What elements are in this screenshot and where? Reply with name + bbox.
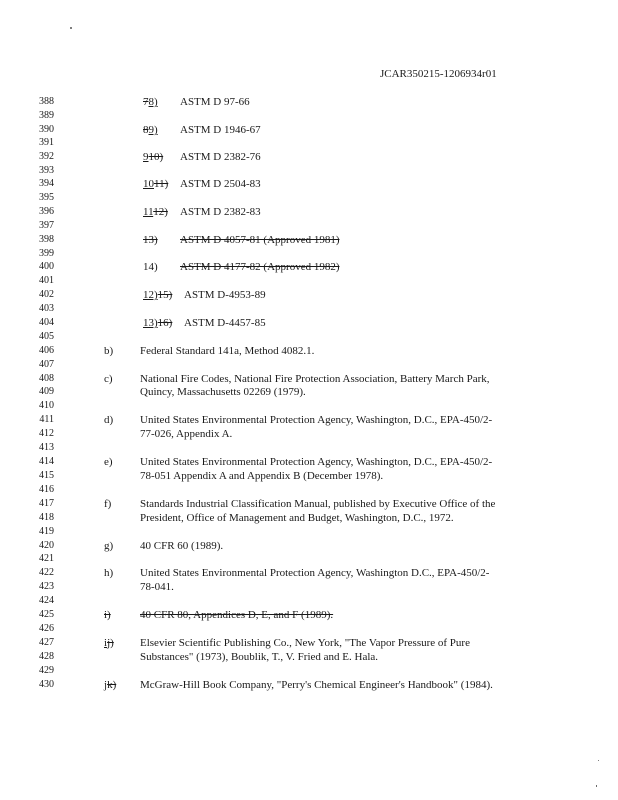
item-label: jk) <box>104 679 117 691</box>
line-number: 391 <box>39 137 54 148</box>
scan-speck <box>70 27 72 29</box>
item-text: 40 CFR 60 (1989). <box>140 540 224 552</box>
line-number: 388 <box>39 96 54 107</box>
line-number: 394 <box>39 178 54 189</box>
list-item-text: ASTM D 4177-82 (Approved 1982) <box>180 261 340 273</box>
line-number: 389 <box>39 110 54 121</box>
line-number: 426 <box>39 623 54 634</box>
list-item: 910) <box>143 151 164 163</box>
list-item: 78) <box>143 96 158 108</box>
line-number: 413 <box>39 442 54 453</box>
item-label: e) <box>104 456 113 468</box>
item-text: United States Environmental Protection Agency, Washington D.C., EPA-450/2- <box>140 567 490 579</box>
item-label: h) <box>104 567 114 579</box>
line-number: 401 <box>39 275 54 286</box>
item-text: President, Office of Management and Budget, Washington, D.C., 1972. <box>140 512 454 524</box>
line-number: 409 <box>39 386 54 397</box>
line-number: 405 <box>39 331 54 342</box>
line-number: 424 <box>39 595 54 606</box>
item-label: b) <box>104 345 114 357</box>
line-number: 400 <box>39 261 54 272</box>
scan-speck <box>598 760 599 761</box>
list-item-text: ASTM D 1946-67 <box>180 124 261 136</box>
list-item: 14) <box>143 261 158 273</box>
item-label: g) <box>104 540 114 552</box>
item-text: 78-041. <box>140 581 174 593</box>
item-label: i) <box>104 609 111 621</box>
line-number: 416 <box>39 484 54 495</box>
line-number: 399 <box>39 248 54 259</box>
item-text: National Fire Codes, National Fire Protection Association, Battery March Park, <box>140 373 490 385</box>
list-item: 1011) <box>143 178 169 190</box>
line-number: 408 <box>39 373 54 384</box>
item-text: 78-051 Appendix A and Appendix B (December 1978). <box>140 470 384 482</box>
item-text: Elsevier Scientific Publishing Co., New York, "The Vapor Pressure of Pure <box>140 637 470 649</box>
line-number: 403 <box>39 303 54 314</box>
line-number: 425 <box>39 609 54 620</box>
item-text: Quincy, Massachusetts 02269 (1979). <box>140 386 306 398</box>
line-number: 406 <box>39 345 54 356</box>
list-item: 12)15) <box>143 289 173 301</box>
line-number: 411 <box>39 414 54 425</box>
item-text: Substances" (1973), Boublik, T., V. Fried and E. Hala. <box>140 651 379 663</box>
item-text: Standards Industrial Classification Manual, published by Executive Office of the <box>140 498 496 510</box>
line-number: 420 <box>39 540 54 551</box>
line-number: 407 <box>39 359 54 370</box>
line-number: 398 <box>39 234 54 245</box>
line-number: 393 <box>39 165 54 176</box>
list-item-text: ASTM D 2504-83 <box>180 178 261 190</box>
line-number: 417 <box>39 498 54 509</box>
item-text: 77-026, Appendix A. <box>140 428 233 440</box>
document-id: JCAR350215-1206934r01 <box>380 68 497 80</box>
item-text: Federal Standard 141a, Method 4082.1. <box>140 345 315 357</box>
list-item: 89) <box>143 124 158 136</box>
line-number: 390 <box>39 124 54 135</box>
list-item-text: ASTM D 97-66 <box>180 96 250 108</box>
item-label: ij) <box>104 637 114 649</box>
list-item-text: ASTM D-4457-85 <box>184 317 266 329</box>
line-number: 404 <box>39 317 54 328</box>
line-number: 419 <box>39 526 54 537</box>
item-text: United States Environmental Protection Agency, Washington, D.C., EPA-450/2- <box>140 456 493 468</box>
item-label: f) <box>104 498 112 510</box>
item-label: d) <box>104 414 114 426</box>
line-number: 412 <box>39 428 54 439</box>
line-number: 396 <box>39 206 54 217</box>
item-text: McGraw-Hill Book Company, "Perry's Chemical Engineer's Handbook" (1984). <box>140 679 493 691</box>
line-number: 410 <box>39 400 54 411</box>
item-text: 40 CFR 80, Appendices D, E, and F (1989). <box>140 609 334 621</box>
line-number: 397 <box>39 220 54 231</box>
line-number: 415 <box>39 470 54 481</box>
list-item: 1112) <box>143 206 168 218</box>
line-number: 414 <box>39 456 54 467</box>
line-number: 427 <box>39 637 54 648</box>
line-number: 422 <box>39 567 54 578</box>
line-number: 395 <box>39 192 54 203</box>
item-text: United States Environmental Protection Agency, Washington, D.C., EPA-450/2- <box>140 414 493 426</box>
line-number: 423 <box>39 581 54 592</box>
line-number: 418 <box>39 512 54 523</box>
scan-speck <box>596 785 597 787</box>
line-number: 421 <box>39 553 54 564</box>
list-item: 13) <box>143 234 158 246</box>
list-item-text: ASTM D 2382-76 <box>180 151 261 163</box>
list-item-text: ASTM D 2382-83 <box>180 206 261 218</box>
line-number: 402 <box>39 289 54 300</box>
list-item-text: ASTM D 4057-81 (Approved 1981) <box>180 234 340 246</box>
line-number: 392 <box>39 151 54 162</box>
list-item: 13)16) <box>143 317 173 329</box>
line-number: 428 <box>39 651 54 662</box>
line-number: 430 <box>39 679 54 690</box>
item-label: c) <box>104 373 113 385</box>
line-number: 429 <box>39 665 54 676</box>
list-item-text: ASTM D-4953-89 <box>184 289 266 301</box>
